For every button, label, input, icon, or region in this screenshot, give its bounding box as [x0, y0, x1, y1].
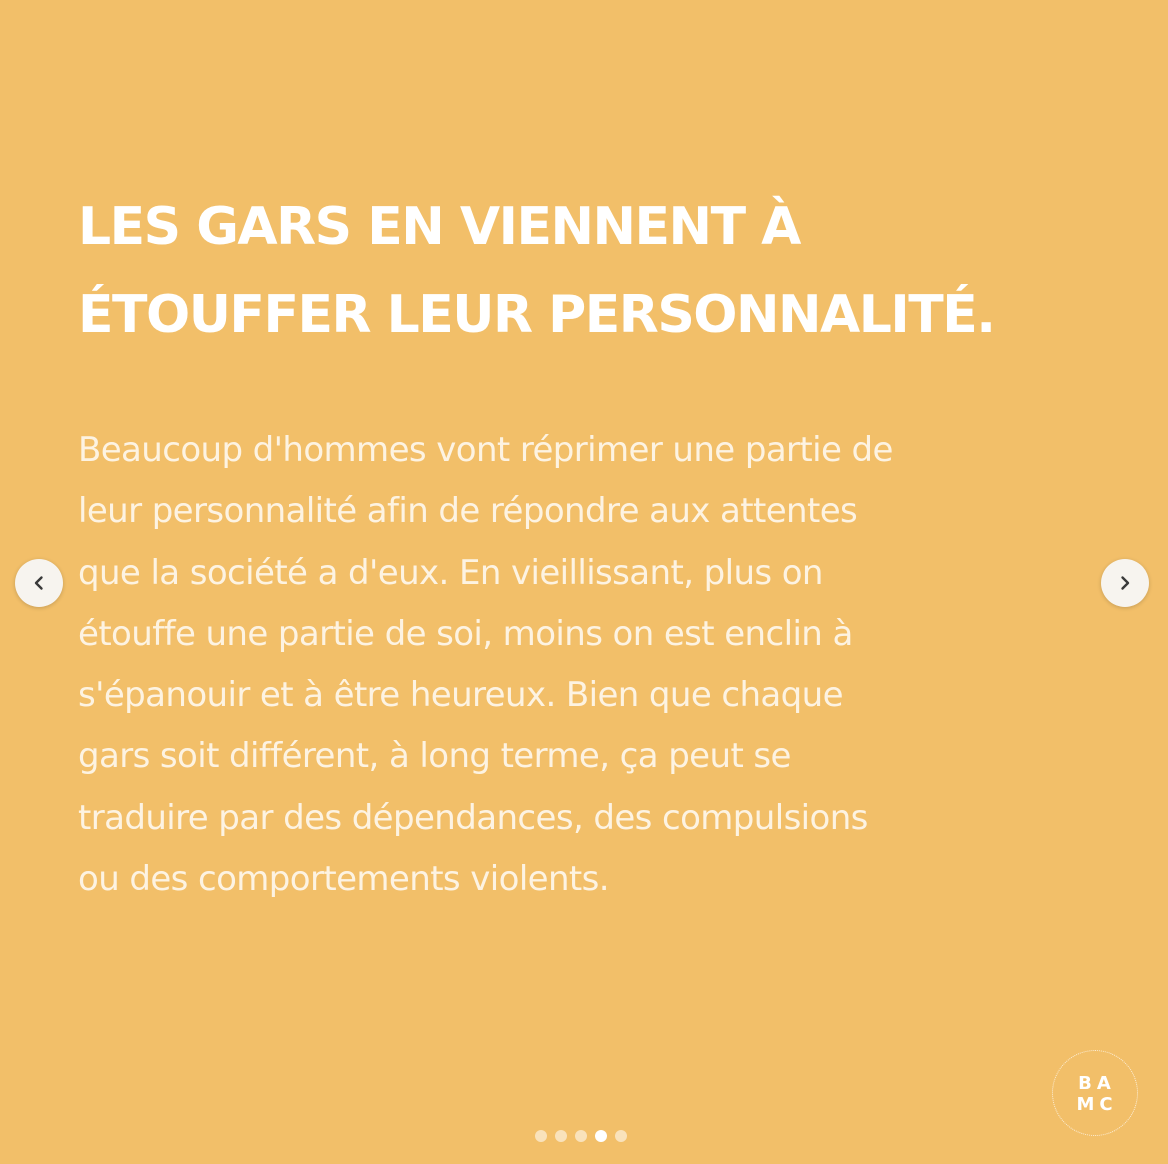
slide-headline [78, 183, 1098, 359]
body-line: étouffe une partie de soi, moins on est enclin à [78, 613, 853, 654]
pagination-dot [615, 1130, 627, 1142]
body-line: gars soit différent, à long terme, ça peut se [78, 736, 791, 777]
previous-slide-button[interactable] [15, 559, 63, 607]
pagination-dots [535, 1130, 627, 1142]
pagination-dot [535, 1130, 547, 1142]
chevron-left-icon [31, 575, 47, 591]
chevron-right-icon [1117, 575, 1133, 591]
body-line: leur personnalité afin de répondre aux attentes [78, 491, 858, 532]
body-line: ou des comportements violents. [78, 859, 609, 900]
logo-text-line: MC [1076, 1094, 1118, 1115]
bamc-logo [1052, 1050, 1138, 1136]
headline-line: LES GARS EN VIENNENT À [78, 197, 800, 257]
body-line: Beaucoup d'hommes vont réprimer une partie de [78, 430, 893, 470]
body-line: s'épanouir et à être heureux. Bien que chaque [78, 675, 843, 716]
body-line: que la société a d'eux. En vieillissant, plus on [78, 552, 823, 593]
slide-body-text [78, 420, 1108, 910]
headline-line: ÉTOUFFER LEUR PERSONNALITÉ. [78, 285, 995, 345]
pagination-dot [555, 1130, 567, 1142]
logo-text-line: BA [1078, 1073, 1116, 1094]
next-slide-button[interactable] [1101, 559, 1149, 607]
pagination-dot-active [595, 1130, 607, 1142]
pagination-dot [575, 1130, 587, 1142]
body-line: traduire par des dépendances, des compulsions [78, 797, 868, 838]
